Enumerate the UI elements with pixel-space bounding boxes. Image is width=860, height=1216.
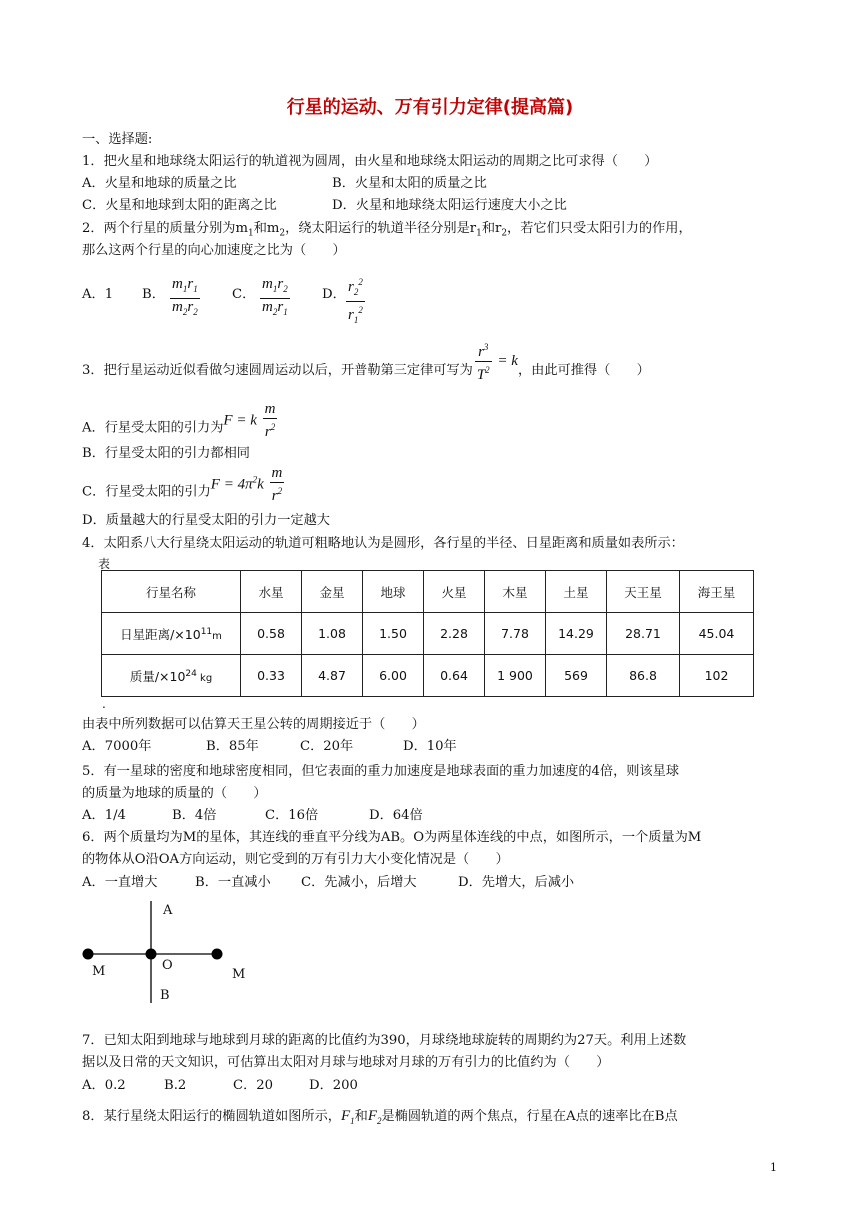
q2-option-c-label: C． bbox=[232, 287, 256, 302]
table-row-label: 质量$/\times 10^{24}$ kg bbox=[102, 655, 241, 697]
table-header-cell: 水星 bbox=[241, 571, 302, 613]
q4-option-d: D．10年 bbox=[403, 739, 457, 754]
q1-option-d: D．火星和地球绕太阳运行速度大小之比 bbox=[332, 198, 567, 213]
q6-option-c: C．先减小，后增大 bbox=[301, 875, 417, 890]
q2-stem-line1: 2．两个行星的质量分别为$m_1$和$m_2$，绕太阳运行的轨道半径分别是$r_1$和$r_2$，若它们只受太阳引力的作用， bbox=[82, 221, 692, 239]
table-header-cell: 土星 bbox=[546, 571, 607, 613]
table-cell: 0.58 bbox=[241, 613, 302, 655]
table-cell: 0.64 bbox=[424, 655, 485, 697]
label-m-right: M bbox=[232, 967, 246, 982]
q6-option-a: A．一直增大 bbox=[82, 875, 158, 890]
table-header-cell: 地球 bbox=[363, 571, 424, 613]
q4-option-c: C．20年 bbox=[300, 739, 354, 754]
q7-option-c: C．20 bbox=[233, 1078, 274, 1093]
q3-option-b: B．行星受太阳的引力都相同 bbox=[82, 446, 250, 461]
q5-option-a: A．1/4 bbox=[82, 808, 126, 823]
q7-option-d: D．200 bbox=[309, 1078, 358, 1093]
table-cell: 2.28 bbox=[424, 613, 485, 655]
q3-option-a: A．行星受太阳的引力为F = k $\frac{m}{r^2}$ bbox=[82, 401, 276, 440]
q4-stray-dot: . bbox=[102, 697, 106, 711]
table-cell: 86.8 bbox=[607, 655, 680, 697]
q4-question: 由表中所列数据可以估算天王星公转的周期接近于（ ） bbox=[82, 717, 425, 732]
q2-option-d-label: D． bbox=[322, 287, 346, 302]
q3-stem: 3．把行星运动近似看做匀速圆周运动以后，开普勒第三定律可写为 $\frac{r^3}{T^2}$ = k，由此可推得（ ） bbox=[82, 357, 650, 384]
table-header-cell: 行星名称 bbox=[102, 571, 241, 613]
q2-option-d-fraction: $\frac{r_2^2}{r_1^2}$ bbox=[344, 274, 367, 329]
q6-stem-line2: 的物体从O沿OA方向运动，则它受到的万有引力大小变化情况是（ ） bbox=[82, 852, 509, 867]
q6-option-b: B．一直减小 bbox=[195, 875, 271, 890]
table-header-cell: 海王星 bbox=[680, 571, 754, 613]
q7-option-a: A．0.2 bbox=[82, 1078, 126, 1093]
label-b: B bbox=[160, 988, 170, 1003]
table-cell: 0.33 bbox=[241, 655, 302, 697]
q1-option-c: C．火星和地球到太阳的距离之比 bbox=[82, 198, 277, 213]
q1-option-b: B．火星和太阳的质量之比 bbox=[332, 176, 487, 191]
q5-option-c: C．16倍 bbox=[265, 808, 319, 823]
q4-option-b: B．85年 bbox=[206, 739, 259, 754]
q1-stem: 1．把火星和地球绕太阳运行的轨道视为圆周，由火星和地球绕太阳运动的周期之比可求得（ ） bbox=[82, 154, 658, 169]
table-cell: 28.71 bbox=[607, 613, 680, 655]
q3-option-c: C．行星受太阳的引力$F = 4\pi^2k$ $\frac{m}{r^2}$ bbox=[82, 465, 283, 504]
table-cell: 7.78 bbox=[485, 613, 546, 655]
q7-option-b: B.2 bbox=[164, 1078, 187, 1093]
q3-option-d: D．质量越大的行星受太阳的引力一定越大 bbox=[82, 513, 330, 528]
mass-dot-left bbox=[83, 949, 94, 960]
table-header-cell: 火星 bbox=[424, 571, 485, 613]
q4-stray-char: 表 bbox=[98, 557, 111, 571]
table-header-cell: 木星 bbox=[485, 571, 546, 613]
q2-option-c-fraction: $\frac{m_1r_2}{m_2r_1}$ bbox=[262, 276, 288, 317]
table-header-cell: 天王星 bbox=[607, 571, 680, 613]
q8-stem: 8．某行星绕太阳运行的椭圆轨道如图所示，$F_1$和$F_2$是椭圆轨道的两个焦点，行星在A点的速率比在B点 bbox=[82, 1108, 678, 1126]
q1-option-a: A．火星和地球的质量之比 bbox=[82, 176, 237, 191]
label-o: O bbox=[162, 958, 173, 973]
q5-option-d: D．64倍 bbox=[369, 808, 423, 823]
table-cell: 45.04 bbox=[680, 613, 754, 655]
table-row-label: 日星距离$/\times 10^{11}m$ bbox=[102, 613, 241, 655]
table-cell: 1.50 bbox=[363, 613, 424, 655]
midpoint-dot-o bbox=[146, 949, 157, 960]
q2-stem-line2: 那么这两个行星的向心加速度之比为（ ） bbox=[82, 243, 346, 258]
page-title: 行星的运动、万有引力定律(提高篇) bbox=[286, 97, 574, 118]
section-heading: 一、选择题: bbox=[82, 132, 153, 147]
table-cell: 102 bbox=[680, 655, 754, 697]
table-cell: 569 bbox=[546, 655, 607, 697]
q2-option-a: A．1 bbox=[82, 287, 114, 302]
label-a: A bbox=[163, 903, 173, 918]
q5-stem-line1: 5．有一星球的密度和地球密度相同，但它表面的重力加速度是地球表面的重力加速度的4倍，则该星球 bbox=[82, 764, 680, 779]
q7-stem-line2: 据以及日常的天文知识，可估算出太阳对月球与地球对月球的万有引力的比值约为（ ） bbox=[82, 1055, 610, 1070]
table-cell: 1 900 bbox=[485, 655, 546, 697]
q7-stem-line1: 7．已知太阳到地球与地球到月球的距离的比值约为390，月球绕地球旋转的周期约为27天。利用上述数 bbox=[82, 1033, 687, 1048]
q4-option-a: A．7000年 bbox=[82, 739, 152, 754]
q5-stem-line2: 的质量为地球的质量的（ ） bbox=[82, 786, 267, 801]
table-cell: 14.29 bbox=[546, 613, 607, 655]
table-header-cell: 金星 bbox=[302, 571, 363, 613]
table-row bbox=[102, 655, 754, 697]
table-header-row bbox=[102, 571, 754, 613]
table-cell: 6.00 bbox=[363, 655, 424, 697]
mass-dot-right bbox=[212, 949, 223, 960]
q2-option-b-fraction: $\frac{m_1r_1}{m_2r_2}$ bbox=[172, 276, 198, 317]
table-row bbox=[102, 613, 754, 655]
label-m-left: M bbox=[92, 964, 106, 979]
q6-stem-line1: 6．两个质量均为M的星体，其连线的垂直平分线为AB。O为两星体连线的中点，如图所示，一个质量为M bbox=[82, 830, 702, 845]
q4-stem: 4．太阳系八大行星绕太阳运动的轨道可粗略地认为是圆形，各行星的半径、日星距离和质量如表所示： bbox=[82, 536, 684, 551]
page-number: 1 bbox=[770, 1161, 777, 1174]
q5-option-b: B．4倍 bbox=[172, 808, 217, 823]
table-cell: 4.87 bbox=[302, 655, 363, 697]
q2-option-b-label: B． bbox=[142, 287, 165, 302]
q6-option-d: D．先增大，后减小 bbox=[458, 875, 575, 890]
planet-table bbox=[101, 570, 754, 697]
table-cell: 1.08 bbox=[302, 613, 363, 655]
